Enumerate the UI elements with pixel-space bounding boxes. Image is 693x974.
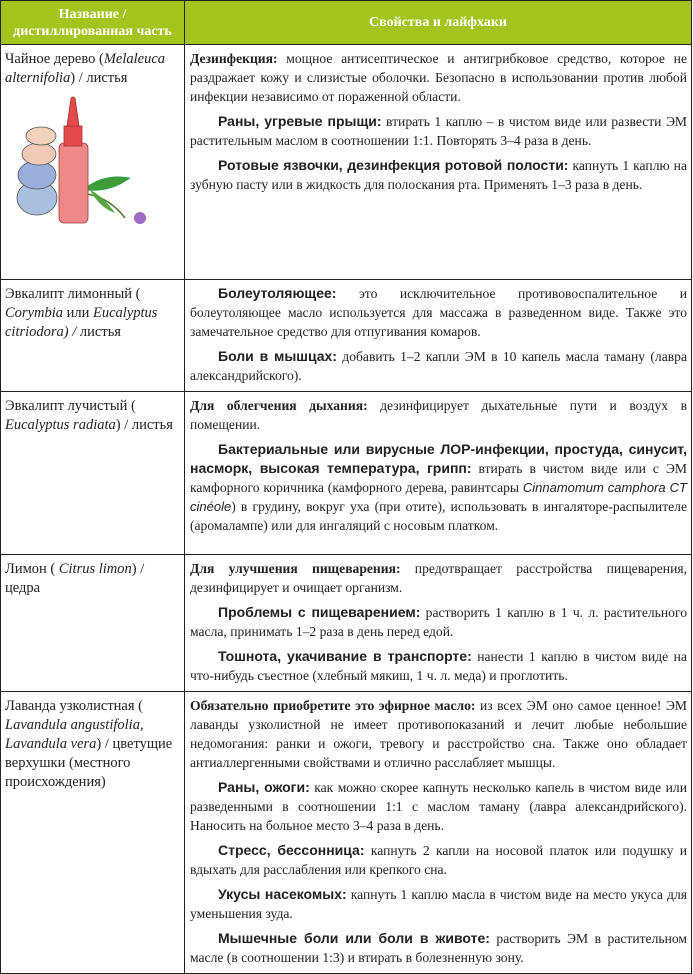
table-row [1,555,692,692]
property-paragraph [190,559,687,597]
property-paragraph [190,603,687,641]
property-title: Раны, угревые прыщи: [218,113,382,129]
property-title: Болеутоляющее: [218,285,337,301]
property-text: ) в грудину, вокруг уха (при отите), использовать в ингаляторе-распылителе (аромалампе) или для ингаляций с носовым платком. [190,499,687,533]
oil-name-text: ) / листья [70,70,128,86]
oil-name-text: Чайное дерево ( [5,51,104,67]
properties-cell [185,280,692,392]
property-text: капнуть 1 каплю масла в чистом виде на место укуса для уменьшения зуда. [190,887,687,921]
property-title: Мышечные боли или боли в животе: [218,930,490,946]
table-row [1,692,692,974]
property-text: дезинфицирует дыхательные пути и воздух в помещении. [190,398,687,432]
latin-name: Lavandula angustifolia, Lavandula vera [5,717,144,752]
property-paragraph [190,885,687,923]
property-text: это исключительное противовоспалительное и болеутоляющее масло используется для массажа в разведенном виде. Также это замечательное средство для отпугивания комаров. [190,286,687,339]
oil-name-text: листья [76,324,121,340]
property-title: Боли в мышцах: [218,348,337,364]
oil-name-text: Эвкалипт лучистый ( [5,398,136,414]
property-paragraph [190,396,687,434]
property-title: Стресс, бессонница: [218,842,365,858]
property-title: Обязательно приобретите это эфирное масло: [190,698,476,713]
oil-name-text: ) / листья [115,417,173,433]
property-paragraph [190,647,687,685]
property-title: Ротовые язвочки, дезинфекция ротовой полости: [218,157,569,173]
property-text: втирать в чистом виде или с ЭМ камфорного коричника (камфорного дерева, равинтсары [190,461,687,495]
property-text: втирать 1 каплю – в чистом виде или развести ЭМ растительным маслом в соотношении 1:1. Повторять 3–4 раза в день. [190,114,688,148]
oil-name-cell [1,392,185,555]
table-row [1,280,692,392]
properties-cell [185,555,692,692]
property-text: нанести 1 каплю в чистом виде на что-нибудь съестное (хлебный мякиш, 1 ч. л. меда) и проглотить. [190,649,687,683]
properties-cell [185,45,692,280]
table-header [1,1,692,45]
table-row [1,45,692,280]
property-paragraph [190,284,687,341]
property-title: Дезинфекция: [190,51,278,66]
oil-name-text: Лимон ( [5,561,59,577]
latin-name: Eucalyptus citriodora) / [5,305,158,340]
property-title: Укусы насекомых: [218,886,347,902]
oil-name-text: или [63,305,94,321]
property-paragraph [190,49,687,106]
property-text: из всех ЭМ оно самое ценное! ЭМ лаванды узколистной не имеет противопоказаний и лечит любые небольшие недомогания: ранки и ожоги, тревогу и расстройство сна. Также оно обладает антиаллергенными свойствами и отлично расслабляет мышцы. [190,698,687,770]
property-text: капнуть 1 каплю на зубную пасту или в жидкость для полоскания рта. Применять 1–3 раза в день. [190,158,687,192]
property-paragraph [190,696,687,772]
oil-name-text: ) / цветущие верхушки (местного происхождения) [5,736,173,790]
latin-name: Citrus limon [58,561,132,577]
property-title: Для облегчения дыхания: [190,398,368,413]
property-title: Для улучшения пищеварения: [190,561,401,576]
essential-oil-illustration [15,98,165,223]
oil-name-cell [1,45,185,280]
property-text: мощное антисептическое и антигрибковое средство, которое не раздражает кожу и слизистые оболочки. Безопасно в использовании против любой инфекции независимо от пораженной области. [190,51,687,104]
table-row [1,392,692,555]
oil-name-cell [1,555,185,692]
property-paragraph [190,841,687,879]
property-title: Тошнота, укачивание в транспорте: [218,648,472,664]
oil-name-cell [1,692,185,974]
property-title: Проблемы с пищеварением: [218,604,421,620]
latin-name: Eucalyptus radiata [5,417,116,433]
latin-name: Corymbia [5,305,63,321]
oil-name-text: Лаванда узколистная ( [5,698,143,714]
properties-cell [185,392,692,555]
property-text: предотвращает расстройства пищеварения, дезинфицирует и очищает организм. [190,561,687,595]
property-paragraph [190,347,687,385]
property-paragraph [190,112,687,150]
property-paragraph [190,156,687,194]
property-text: как можно скорее капнуть несколько капель в чистом виде или разведенными в соотношении 1:1 с маслом таману (лавра александрийского). Наносить на больное место 3–4 раза в день. [190,780,687,833]
property-title: Раны, ожоги: [218,779,310,795]
header-name-column: Название / дистиллированная часть [1,1,185,45]
oil-name-text: ) / цедра [5,561,145,596]
property-paragraph [190,440,687,535]
property-paragraph [190,778,687,835]
property-text: добавить 1–2 капли ЭМ в 10 капель масла таману (лавра александрийского). [190,349,687,383]
header-properties-column: Свойства и лайфхаки [185,1,692,45]
property-paragraph [190,929,687,967]
oil-name-cell [1,280,185,392]
property-text: растворить ЭМ в растительном масле (в соотношении 1:3) и втирать в болезненную зону. [190,931,687,965]
latin-name: Cinnamomum camphora CT cinéole [190,480,687,514]
latin-name: Melaleuca alternifolia [5,51,166,86]
property-text: капнуть 2 капли на носовой платок или подушку и вдыхать для расслабления или крепкого сна. [190,843,688,877]
oil-name-text: Эвкалипт лимонный ( [5,286,141,302]
property-text: растворить 1 каплю в 1 ч. л. растительного масла, принимать 1–2 раза в день перед едой. [190,605,687,639]
property-title: Бактериальные или вирусные ЛОР-инфекции, простуда, синусит, насморк, высокая температура, грипп: [190,441,687,476]
properties-cell [185,692,692,974]
